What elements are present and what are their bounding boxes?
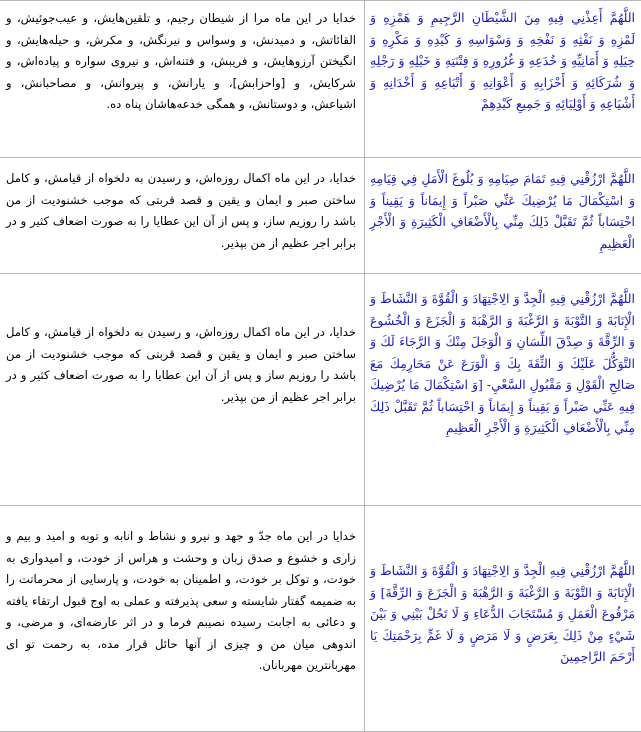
table-row [0, 0, 641, 157]
arabic-text-cell: اللَّهُمَّ ارْزُقْنِي فِيهِ الْجِدَّ وَ الِاجْتِهَادَ وَ الْقُوَّةَ وَ النَّشَاطَ وَ الْإِنَابَةَ وَ التَّوْبَةَ وَ الرَّغْبَةَ وَ الرَّهْبَةَ وَ الْجَزَعَ وَ الرِّقَّةَ] وَ مَرْفُوعَ الْعَمَلِ وَ مُسْتَجَابَ الدُّعَاءِ وَ لَا تَحُلْ بَيْنِي وَ بَيْنَ شَيْ‏ءٍ مِنْ ذَلِكَ بِعَرَضٍ وَ لَا مَرَضٍ وَ لَا غَمٍّ بِرَحْمَتِكَ يَا أَرْحَمَ الرَّاحِمِينَ [370, 563, 635, 664]
arabic-text-cell: اللَّهُمَّ ارْزُقْنِي فِيهِ تَمَامَ صِيَامِهِ وَ بُلُوغَ الْأَمَلِ فِي قِيَامِهِ وَ اسْتِكْمَالَ مَا يُرْضِيكَ عَنِّي صَبْراً وَ إِيمَاناً وَ يَقِيناً وَ احْتِسَاباً ثُمَّ تَقَبَّلْ ذَلِكَ مِنِّي بِالْأَضْعَافِ الْكَثِيرَةِ وَ الْأَجْرِ الْعَظِيمِ [370, 171, 635, 251]
arabic-text-cell: اللَّهُمَّ ارْزُقْنِي فِيهِ الْجِدَّ وَ الِاجْتِهَادَ وَ الْقُوَّةَ وَ النَّشَاطَ وَ الْإِنَابَةَ وَ التَّوْبَةَ وَ الرَّغْبَةَ وَ الرَّهْبَةَ وَ الْجَزَعَ وَ الْخُشُوعَ وَ الرِّقَّةَ وَ صِدْقَ اللِّسَانِ وَ الْوَجَلَ مِنْكَ وَ الرَّجَاءَ لَكَ وَ التَّوَكُّلَ عَلَيْكَ وَ الثِّقَةَ بِكَ وَ الْوَرَعَ عَنْ مَحَارِمِكَ مَعَ صَالِحِ الْقَوْلِ وَ مَقْبُولِ السَّعْيِ- [وَ اسْتِكْمَالَ مَا يُرْضِيكَ فِيهِ عَنِّي صَبْراً وَ يَقِيناً وَ إِيمَاناً وَ احْتِسَاباً ثُمَّ تَقَبَّلْ ذَلِكَ مِنِّي بِالْأَضْعَافِ الْكَثِيرَةِ وَ الْأَجْرِ الْعَظِيمِ [370, 291, 635, 435]
persian-translation-cell: خدایا در این ماه جدّ و جهد و نیرو و نشاط و انابه و توبه و امید و بیم و زاری و خشوع و صدق زبان و وحشت و هراس از خودت، و امیدواری به خودت، و توکل بر خودت، و اطمینان به خودت، و پارسایی از محرماتت را به ضمیمه گفتار شایسته و سعی پذیرفته و عملی به اوج قبول ارتقاء یافته و دعائی به اجابت رسیده نصیبم فرما و در اثر عارضه‌ای، و مرضی، و اندوهی میان من و چیزی از آنها حائل قرار مده، به رحمت تو ای مهربانترین مهربانان. [6, 529, 356, 672]
persian-translation-cell: خدایا، در این ماه اکمال روزه‌اش، و رسیدن به دلخواه از قیامش، و کامل ساختن صبر و ایمان و یقین و قصد قربتی که موجب خشنودیت از من باشد را روزیم ساز، و پس از آن این عطایا را به صورت اضعاف کثیر و در برابر اجر عظیم از من بپذیر. [6, 171, 356, 250]
table-row [0, 273, 641, 505]
table-row [0, 157, 641, 273]
persian-translation-cell: خدایا، در این ماه اکمال روزه‌اش، و رسیدن به دلخواه از قیامش، و کامل ساختن صبر و ایمان و یقین و قصد قربتی که موجب خشنودیت از من باشد را روزیم ساز و پس از آن این عطایا را به صورت اضعاف کثیر و در برابر اجر عظیم از من بپذیر. [6, 325, 356, 404]
arabic-text-cell: اللَّهُمَّ أَعِذْنِي فِيهِ مِنَ الشَّيْطَانِ الرَّجِيمِ وَ هَمْزِهِ وَ لَمْزِهِ وَ نَفْثِهِ وَ نَفْخِهِ وَ وَسْوَاسِهِ وَ كَيْدِهِ وَ مَكْرِهِ وَ حِيَلِهِ وَ أَمَانِيِّهِ وَ خُدَعِهِ وَ غُرُورِهِ وَ فِتْنَتِهِ وَ خَيْلِهِ وَ رَجْلِهِ وَ شُرَكَائِهِ وَ أَحْزَابِهِ وَ أَعْوَانِهِ وَ أَتْبَاعِهِ وَ أَخْدَانِهِ وَ أَشْيَاعِهِ وَ أَوْلِيَائِهِ وَ جَمِيعِ كَيْدِهِمْ [370, 10, 635, 111]
persian-translation-cell: خدایا در این ماه مرا از شیطان رجیم، و تلقین‌هایش، و عیب‌جوئیش، و القائاتش، و دمیدنش، و وسواس و نیرنگش، و مکرش، و حیله‌هایش، و انگیختن آرزوهایش، و فریبش، و فتنه‌اش، و نیروی سواره و پیاده‌اش، و شرکایش، و [واحزابش]، و یارانش، و پیروانش، و مصاحبانش، و اشیاعش، و دوستانش، و همگی خدعه‌هاشان پناه ده. [6, 11, 356, 111]
table-row [0, 505, 641, 732]
